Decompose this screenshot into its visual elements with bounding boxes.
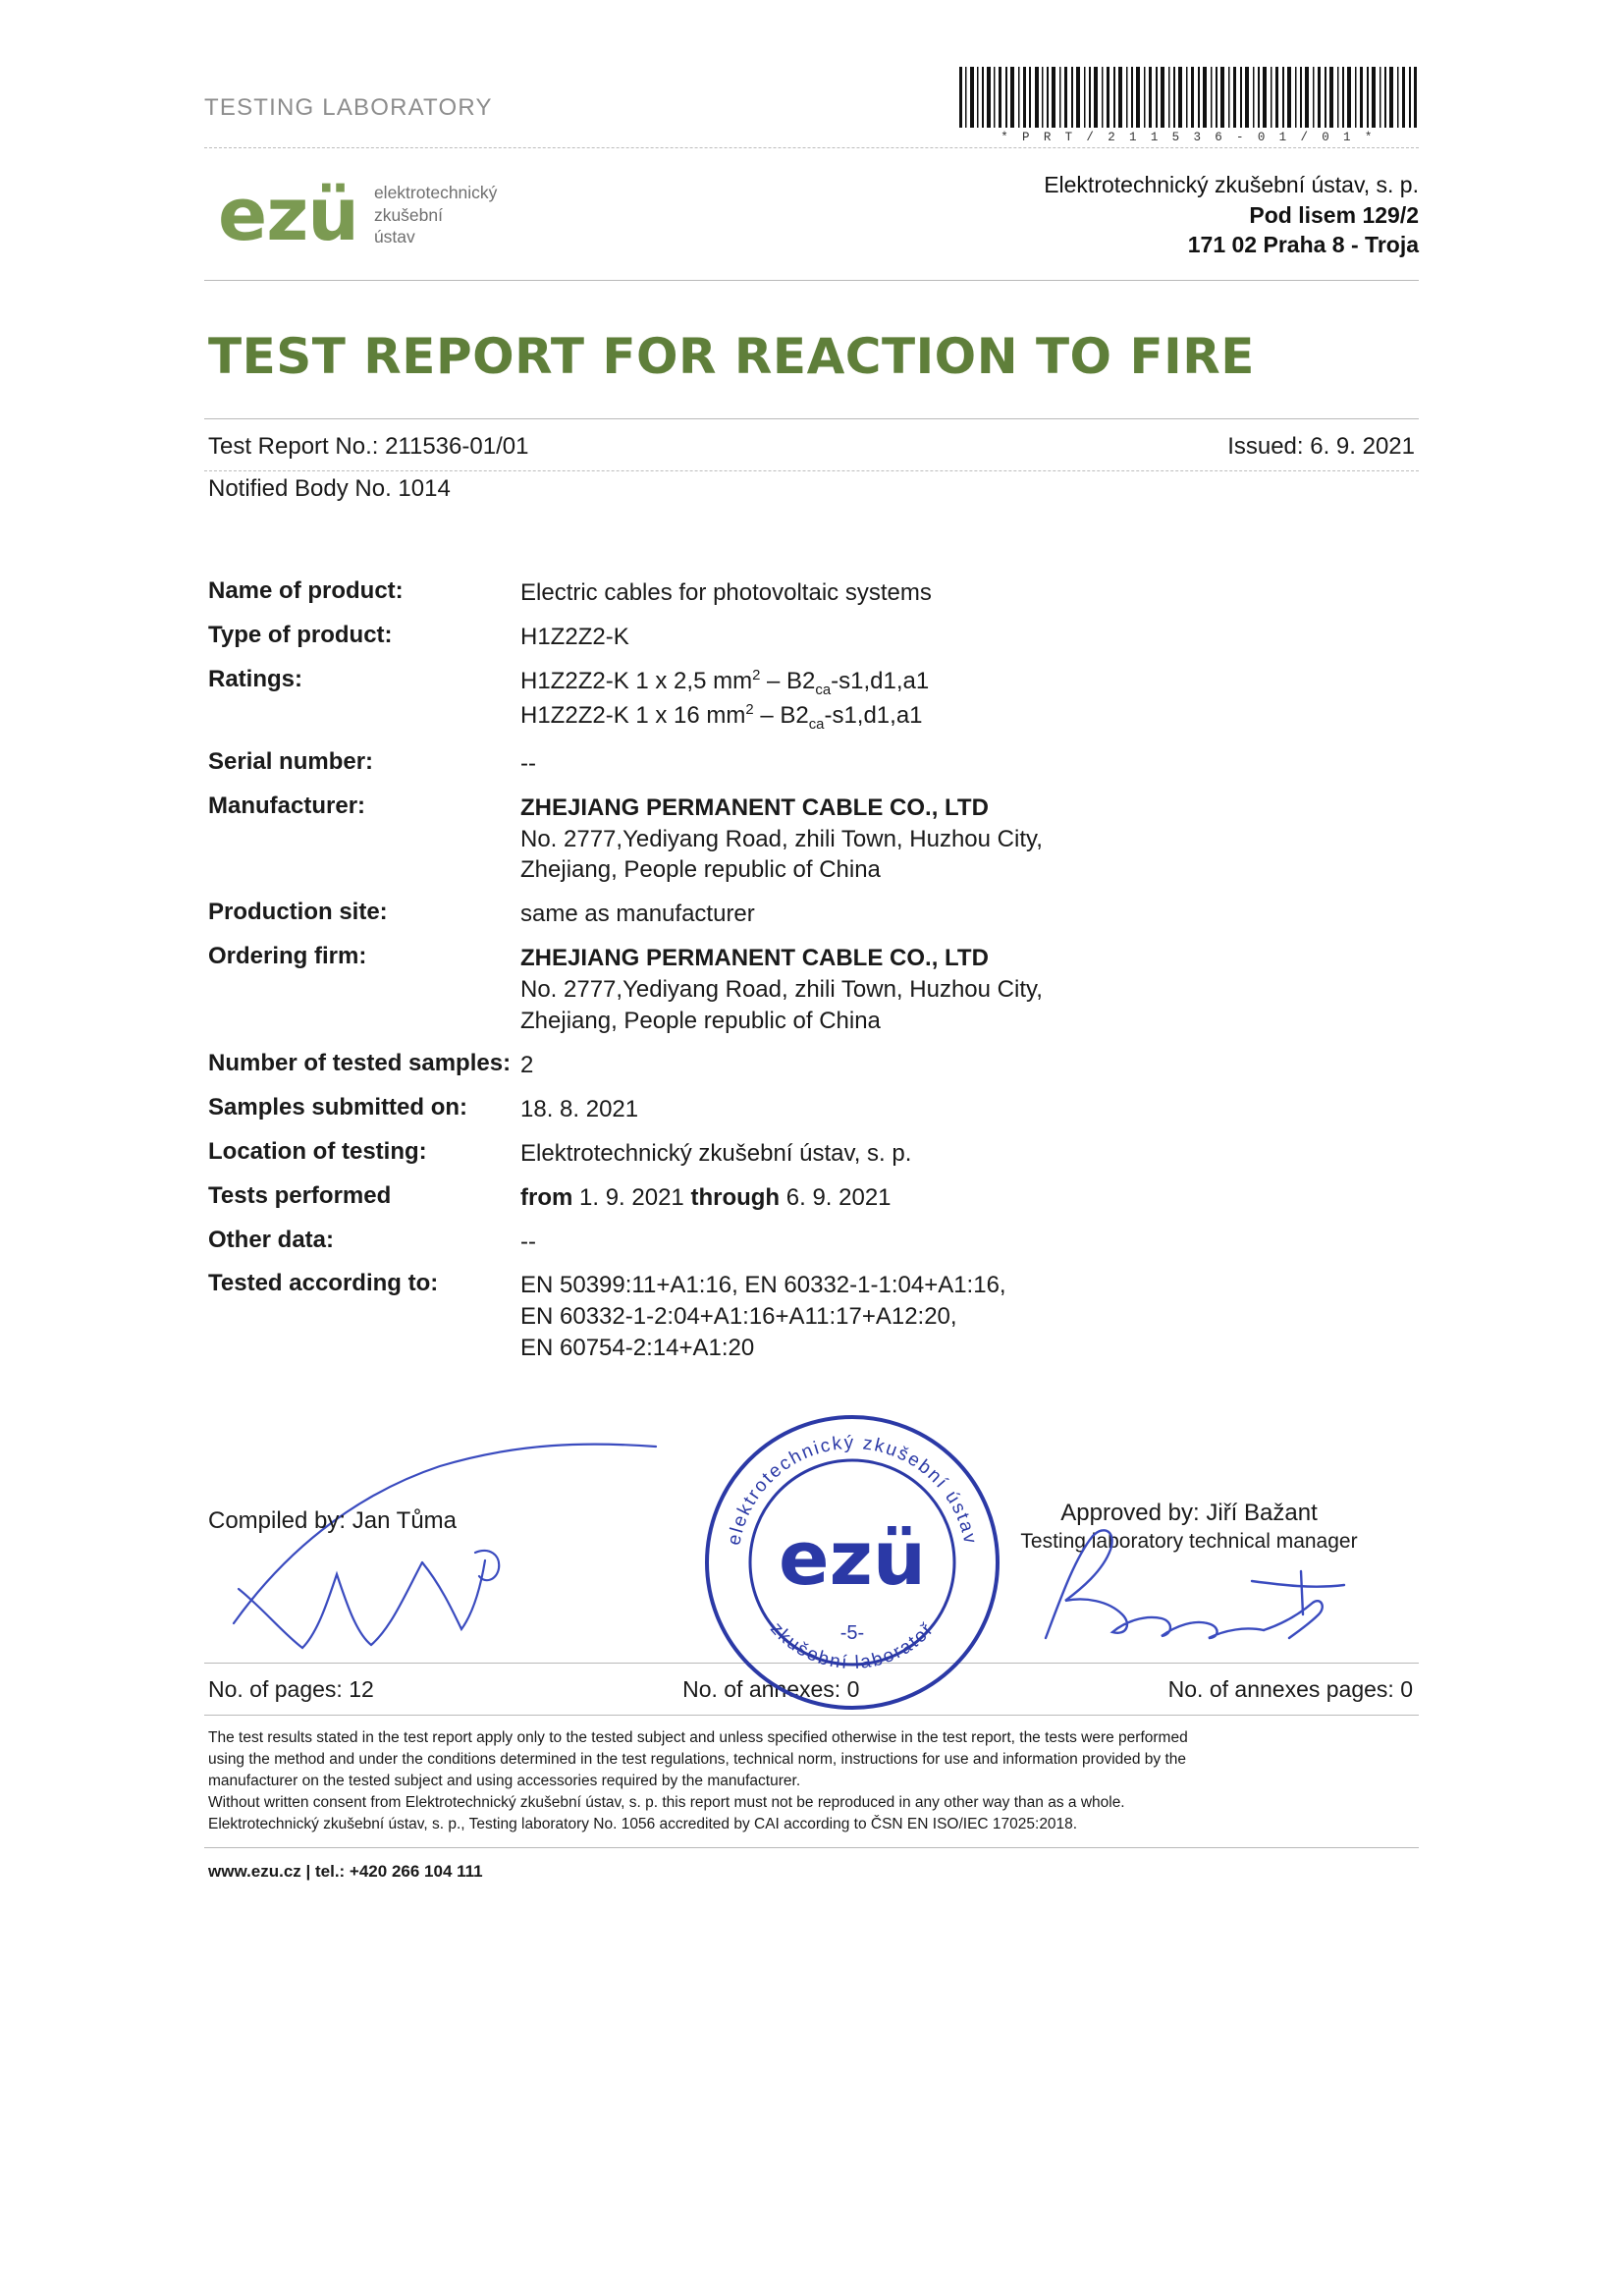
svg-text:elektrotechnický zkušební ústa: elektrotechnický zkušební ústav [724, 1433, 981, 1548]
address-line-1: Elektrotechnický zkušební ústav, s. p. [1044, 172, 1419, 197]
test-report-number: Test Report No.: 211536-01/01 [208, 432, 529, 460]
field-label: Tested according to: [208, 1270, 439, 1297]
signature-compiled-by [194, 1437, 744, 1663]
footer-contact: www.ezu.cz | tel.: +420 266 104 111 [208, 1862, 483, 1882]
manufacturer-line-1: ZHEJIANG PERMANENT CABLE CO., LTD [520, 793, 989, 821]
logo-sub-line-3: ústav [373, 227, 415, 247]
barcode-label: * P R T / 2 1 1 5 3 6 - 0 1 / 0 1 * [1001, 131, 1376, 144]
field-label: Number of tested samples: [208, 1049, 512, 1076]
issued-date: Issued: 6. 9. 2021 [1227, 432, 1415, 460]
disclaimer-line-3: manufacturer on the tested subject and using accessories required by the manufacturer. [208, 1773, 801, 1790]
field-value: -- [520, 749, 536, 777]
field-value: H1Z2Z2-K [520, 623, 629, 650]
ezu-logo-mark: ezü [218, 172, 358, 257]
field-label: Ratings: [208, 665, 302, 692]
field-label: Manufacturer: [208, 792, 366, 819]
approved-by-label: Approved by: Jiří Bažant [1060, 1500, 1318, 1527]
standard-line-1: EN 50399:11+A1:16, EN 60332-1-1:04+A1:16, [520, 1272, 1006, 1299]
testing-laboratory-label: TESTING LABORATORY [204, 94, 493, 121]
field-other-data [204, 1227, 1419, 1258]
field-value: Elektrotechnický zkušební ústav, s. p. [520, 1139, 912, 1167]
field-label: Serial number: [208, 747, 374, 775]
field-label: Tests performed [208, 1181, 392, 1209]
svg-text:ezü: ezü [779, 1514, 926, 1603]
field-label: Name of product: [208, 576, 404, 604]
field-production-site [204, 899, 1419, 930]
logo-address-band [204, 148, 1419, 280]
disclaimer-line-4: Without written consent from Elektrotechnický zkušební ústav, s. p. this report must not be reproduced in any other way than as a whole. [208, 1794, 1125, 1812]
ordering-firm-line-2: No. 2777,Yediyang Road, zhili Town, Huzhou City, [520, 976, 1043, 1004]
approved-by-role: Testing laboratory technical manager [1020, 1530, 1358, 1554]
field-label: Ordering firm: [208, 943, 367, 970]
field-type-of-product [204, 622, 1419, 653]
barcode-icon [957, 67, 1419, 128]
field-number-of-tested-samples [204, 1050, 1419, 1081]
barcode-block [957, 67, 1419, 144]
signature-area [204, 1417, 1419, 1674]
field-value: Electric cables for photovoltaic systems [520, 578, 932, 606]
field-value: -- [520, 1228, 536, 1255]
notified-body: Notified Body No. 1014 [208, 474, 451, 502]
no-of-annex-pages: No. of annexes pages: 0 [1167, 1676, 1413, 1703]
no-of-pages: No. of pages: 12 [208, 1676, 374, 1703]
field-value [520, 793, 1419, 887]
field-value: 18. 8. 2021 [520, 1095, 639, 1122]
field-label: Production site: [208, 899, 388, 926]
ordering-firm-line-3: Zhejiang, People republic of China [520, 1008, 881, 1035]
ratings-line-2: H1Z2Z2-K 1 x 16 $mm^2 - B2_{ca}-s1,d1,a1$ [520, 702, 923, 733]
standard-line-2: EN 60332-1-2:04+A1:16+A11:17+A12:20, [520, 1303, 957, 1331]
field-tests-performed [204, 1182, 1419, 1214]
report-number-row [204, 419, 1419, 470]
field-value [520, 666, 1419, 736]
tests-performed-date-through: 6. 9. 2021 [785, 1183, 892, 1211]
field-label: Other data: [208, 1226, 335, 1253]
field-location-of-testing [204, 1138, 1419, 1170]
official-stamp [695, 1405, 1009, 1720]
no-of-annexes: No. of annexes: 0 [682, 1676, 860, 1703]
ezu-logo [204, 172, 498, 257]
field-value: same as manufacturer [520, 901, 755, 928]
field-ratings [204, 666, 1419, 736]
ratings-line-1: H1Z2Z2-K 1 x 2,5 $mm^2 - B2_{ca}-s1,d1,a1$ [520, 667, 930, 698]
ordering-firm-line-1: ZHEJIANG PERMANENT CABLE CO., LTD [520, 945, 989, 972]
field-value [520, 1270, 1419, 1364]
field-value [520, 943, 1419, 1037]
standard-line-3: EN 60754-2:14+A1:20 [520, 1335, 755, 1362]
field-list [204, 517, 1419, 1364]
svg-text:-5-: -5- [839, 1622, 865, 1645]
manufacturer-line-3: Zhejiang, People republic of China [520, 856, 881, 884]
field-value [520, 1182, 1419, 1214]
field-name-of-product [204, 577, 1419, 609]
field-samples-submitted-on [204, 1094, 1419, 1125]
field-label: Samples submitted on: [208, 1093, 468, 1121]
field-label: Location of testing: [208, 1137, 427, 1165]
manufacturer-line-2: No. 2777,Yediyang Road, zhili Town, Huzhou City, [520, 825, 1043, 852]
disclaimer-line-5: Elektrotechnický zkušební ústav, s. p., Testing laboratory No. 1056 accredited by CAI according to ČSN EN ISO/IEC 17025:2018. [208, 1816, 1078, 1833]
field-serial-number [204, 748, 1419, 780]
page-title: TEST REPORT FOR REACTION TO FIRE [208, 327, 1255, 385]
tests-performed-from-label: from [520, 1183, 573, 1211]
field-tested-according-to [204, 1270, 1419, 1364]
disclaimer-line-1: The test results stated in the test report apply only to the tested subject and unless specified otherwise in the test report, the tests were performed [208, 1729, 1188, 1747]
ezu-logo-subtitle [374, 182, 497, 247]
address-line-3: 171 02 Praha 8 - Troja [1187, 232, 1419, 258]
svg-text:zkušební laboratoř: zkušební laboratoř [766, 1618, 939, 1674]
address-line-2: Pod lisem 129/2 [1249, 201, 1419, 228]
disclaimer-line-2: using the method and under the conditions determined in the test regulations, technical norm, instructions for use and information provided by the [208, 1751, 1187, 1769]
field-value: 2 [520, 1051, 534, 1078]
disclaimer-text [204, 1716, 1419, 1847]
tests-performed-date-from: 1. 9. 2021 [579, 1183, 684, 1211]
company-address [1044, 170, 1419, 260]
logo-sub-line-2: zkušební [373, 204, 443, 225]
logo-sub-line-1: elektrotechnický [373, 183, 498, 203]
signature-approved-by [1006, 1520, 1380, 1658]
field-label: Type of product: [208, 621, 393, 648]
field-ordering-firm [204, 943, 1419, 1037]
tests-performed-through-label: through [690, 1183, 781, 1211]
compiled-by-label: Compiled by: Jan Tůma [208, 1507, 458, 1535]
field-manufacturer [204, 793, 1419, 887]
document-header [204, 0, 1419, 147]
